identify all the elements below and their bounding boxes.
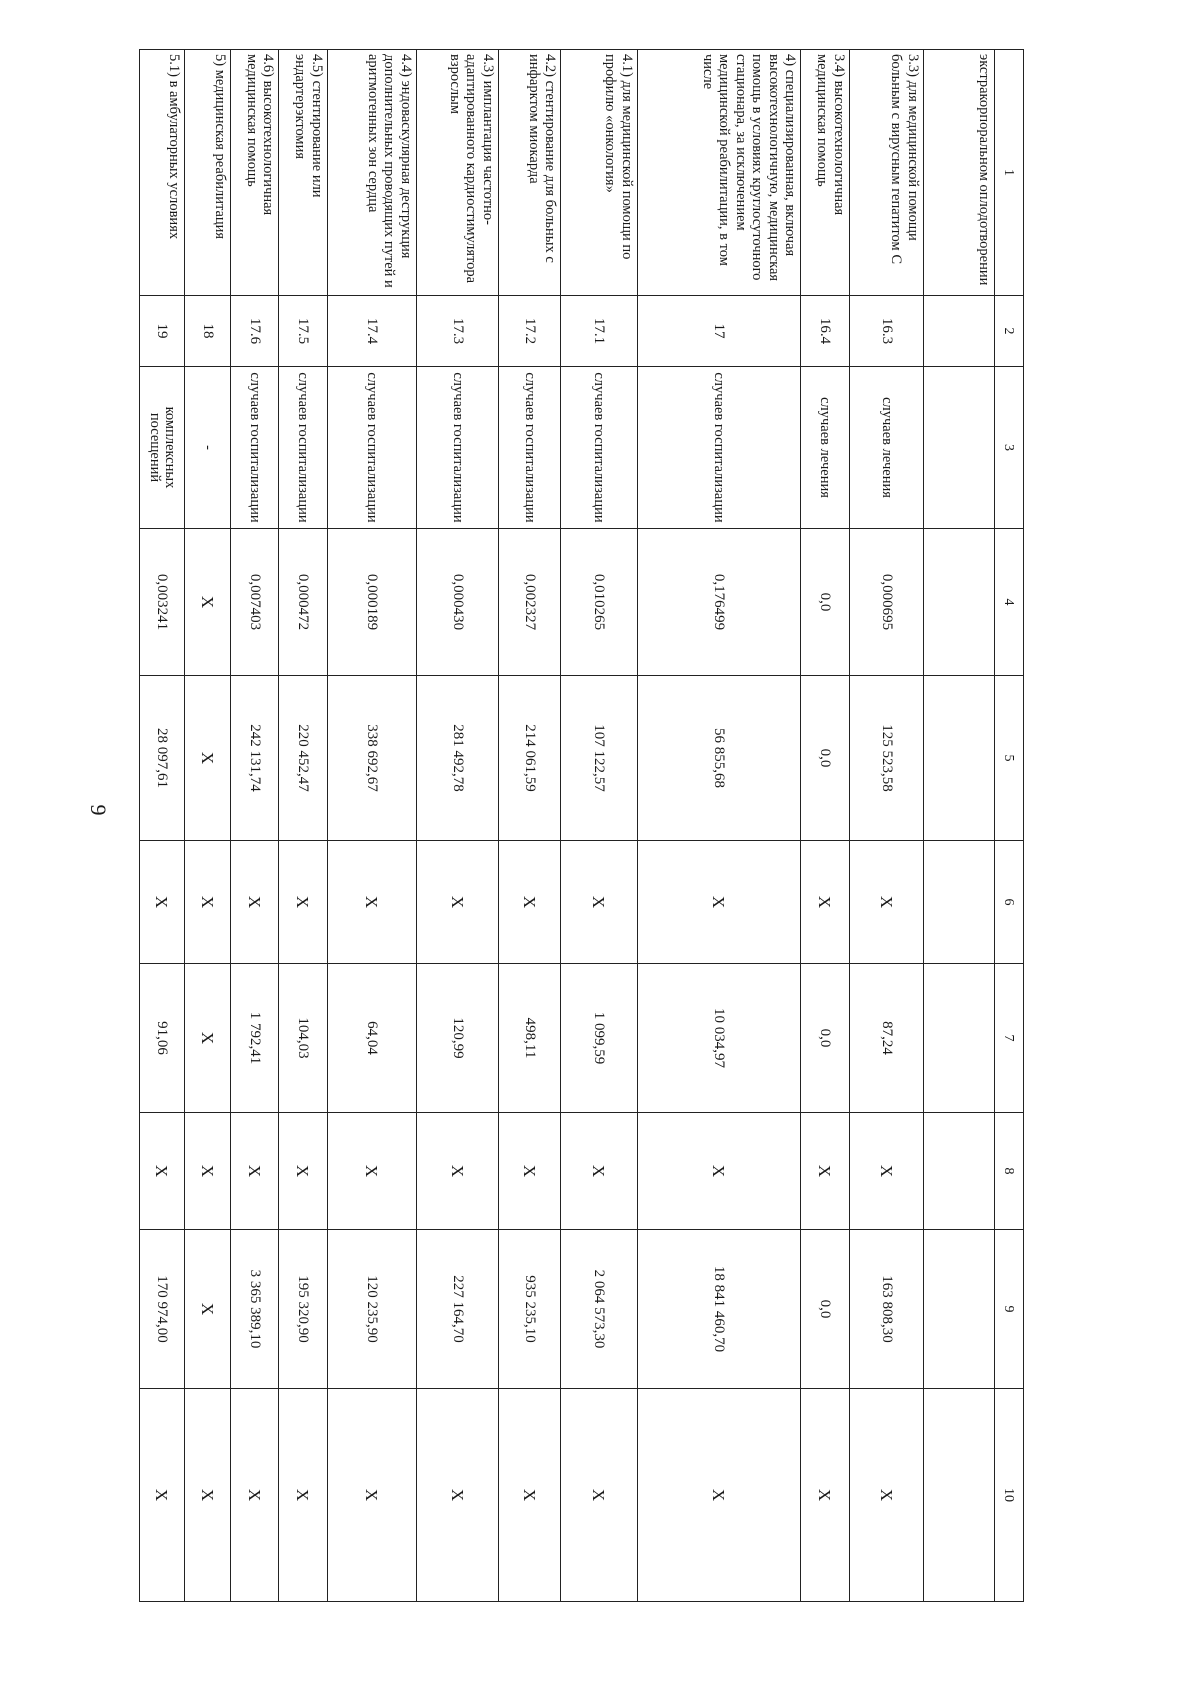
row-number: 17.6: [230, 296, 278, 367]
volume-per-person: 0,176499: [637, 529, 800, 676]
table-row: [327, 50, 416, 1602]
cost-per-unit: [923, 676, 994, 841]
col-10-value: X: [327, 1389, 416, 1602]
unit-of-measure: случаев госпитализации: [561, 367, 638, 529]
col-8-value: X: [498, 1113, 561, 1230]
header-cell-5: 5: [995, 676, 1024, 841]
total-cost: X: [184, 1230, 230, 1389]
per-capita-norm: 120,99: [417, 964, 499, 1113]
col-8-value: X: [849, 1113, 923, 1230]
unit-of-measure: случаев госпитализации: [417, 367, 499, 529]
table-row: [849, 50, 923, 1602]
volume-per-person: 0,002327: [498, 529, 561, 676]
volume-per-person: [923, 529, 994, 676]
table-row: [498, 50, 561, 1602]
col-10-value: X: [417, 1389, 499, 1602]
header-cell-2: 2: [995, 296, 1024, 367]
table-body: [140, 50, 995, 1602]
unit-of-measure: случаев госпитализации: [498, 367, 561, 529]
col-8-value: X: [230, 1113, 278, 1230]
table-row: [279, 50, 327, 1602]
col-10-value: X: [849, 1389, 923, 1602]
cost-per-unit: 220 452,47: [279, 676, 327, 841]
cost-per-unit: 0,0: [801, 676, 849, 841]
total-cost: 2 064 573,30: [561, 1230, 638, 1389]
header-cell-1: 1: [995, 50, 1024, 296]
col-10-value: X: [184, 1389, 230, 1602]
per-capita-norm: 0,0: [801, 964, 849, 1113]
per-capita-norm: 10 034,97: [637, 964, 800, 1113]
total-cost: 18 841 460,70: [637, 1230, 800, 1389]
rotated-table-wrapper: [139, 49, 1024, 1601]
col-6-value: X: [417, 841, 499, 964]
unit-of-measure: случаев госпитализации: [327, 367, 416, 529]
volume-per-person: 0,000189: [327, 529, 416, 676]
unit-of-measure: случаев госпитализации: [279, 367, 327, 529]
col-6-value: X: [327, 841, 416, 964]
col-6-value: X: [230, 841, 278, 964]
col-6-value: X: [140, 841, 185, 964]
total-cost: 195 320,90: [279, 1230, 327, 1389]
row-number: 16.4: [801, 296, 849, 367]
cost-per-unit: 125 523,58: [849, 676, 923, 841]
table-row: [140, 50, 185, 1602]
table-row: [561, 50, 638, 1602]
total-cost: 170 974,00: [140, 1230, 185, 1389]
row-name: 5.1) в амбулаторных условиях: [140, 50, 185, 296]
total-cost: 0,0: [801, 1230, 849, 1389]
page-number: 9: [86, 804, 111, 816]
per-capita-norm: 1 792,41: [230, 964, 278, 1113]
row-name: экстракорпоральном оплодотворении: [923, 50, 994, 296]
volume-per-person: 0,003241: [140, 529, 185, 676]
col-6-value: [923, 841, 994, 964]
col-8-value: X: [140, 1113, 185, 1230]
table-row: [923, 50, 994, 1602]
cost-per-unit: 28 097,61: [140, 676, 185, 841]
volume-per-person: 0,000430: [417, 529, 499, 676]
header-cell-3: 3: [995, 367, 1024, 529]
header-row: [995, 50, 1024, 1602]
row-number: 17.4: [327, 296, 416, 367]
unit-of-measure: случаев лечения: [849, 367, 923, 529]
volume-per-person: 0,000695: [849, 529, 923, 676]
row-name: 4.6) высокотехнологичная медицинская помощь: [230, 50, 278, 296]
total-cost: 120 235,90: [327, 1230, 416, 1389]
row-name: 3.3) для медицинской помощи больным с вирусным гепатитом С: [849, 50, 923, 296]
row-name: 3.4) высокотехнологичная медицинская помощь: [801, 50, 849, 296]
header-cell-8: 8: [995, 1113, 1024, 1230]
col-10-value: X: [561, 1389, 638, 1602]
row-number: 16.3: [849, 296, 923, 367]
unit-of-measure: случаев госпитализации: [637, 367, 800, 529]
table-row: [184, 50, 230, 1602]
col-6-value: X: [279, 841, 327, 964]
row-name: 4.3) имплантация частотно-адаптированного кардиостимулятора взрослым: [417, 50, 499, 296]
per-capita-norm: [923, 964, 994, 1113]
row-name: 5) медицинская реабилитация: [184, 50, 230, 296]
row-name: 4.4) эндоваскулярная деструкция дополнительных проводящих путей и аритмогенных зон сердца: [327, 50, 416, 296]
volume-per-person: 0,000472: [279, 529, 327, 676]
total-cost: [923, 1230, 994, 1389]
col-8-value: X: [417, 1113, 499, 1230]
col-6-value: X: [498, 841, 561, 964]
row-number: 17.1: [561, 296, 638, 367]
per-capita-norm: 87,24: [849, 964, 923, 1113]
header-cell-7: 7: [995, 964, 1024, 1113]
col-10-value: X: [140, 1389, 185, 1602]
col-8-value: X: [637, 1113, 800, 1230]
col-6-value: X: [184, 841, 230, 964]
col-8-value: X: [561, 1113, 638, 1230]
table-row: [637, 50, 800, 1602]
cost-per-unit: X: [184, 676, 230, 841]
row-number: [923, 296, 994, 367]
col-10-value: X: [230, 1389, 278, 1602]
total-cost: 935 235,10: [498, 1230, 561, 1389]
header-cell-9: 9: [995, 1230, 1024, 1389]
row-name: 4) специализированная, включая высокотехнологичную, медицинская помощь в условиях круглосуточного стационара, за исключением медицинской реабилитации, в том числе: [637, 50, 800, 296]
col-6-value: X: [849, 841, 923, 964]
per-capita-norm: X: [184, 964, 230, 1113]
total-cost: 3 365 389,10: [230, 1230, 278, 1389]
unit-of-measure: комплексных посещений: [140, 367, 185, 529]
per-capita-norm: 498,11: [498, 964, 561, 1113]
total-cost: 227 164,70: [417, 1230, 499, 1389]
cost-per-unit: 107 122,57: [561, 676, 638, 841]
col-10-value: X: [498, 1389, 561, 1602]
col-8-value: X: [279, 1113, 327, 1230]
cost-per-unit: 281 492,78: [417, 676, 499, 841]
tariff-table: [139, 49, 1024, 1602]
table-row: [230, 50, 278, 1602]
row-number: 17.2: [498, 296, 561, 367]
header-cell-6: 6: [995, 841, 1024, 964]
col-10-value: X: [637, 1389, 800, 1602]
row-name: 4.2) стентирование для больных с инфарктом миокарда: [498, 50, 561, 296]
volume-per-person: 0,0: [801, 529, 849, 676]
col-8-value: X: [327, 1113, 416, 1230]
col-8-value: [923, 1113, 994, 1230]
col-6-value: X: [801, 841, 849, 964]
cost-per-unit: 56 855,68: [637, 676, 800, 841]
col-8-value: X: [184, 1113, 230, 1230]
per-capita-norm: 104,03: [279, 964, 327, 1113]
row-number: 17.5: [279, 296, 327, 367]
col-6-value: X: [561, 841, 638, 964]
row-number: 17.3: [417, 296, 499, 367]
header-cell-4: 4: [995, 529, 1024, 676]
col-8-value: X: [801, 1113, 849, 1230]
volume-per-person: 0,010265: [561, 529, 638, 676]
unit-of-measure: случаев госпитализации: [230, 367, 278, 529]
row-number: 19: [140, 296, 185, 367]
volume-per-person: 0,007403: [230, 529, 278, 676]
per-capita-norm: 91,06: [140, 964, 185, 1113]
cost-per-unit: 214 061,59: [498, 676, 561, 841]
per-capita-norm: 64,04: [327, 964, 416, 1113]
col-10-value: X: [801, 1389, 849, 1602]
total-cost: 163 808,30: [849, 1230, 923, 1389]
col-6-value: X: [637, 841, 800, 964]
cost-per-unit: 242 131,74: [230, 676, 278, 841]
table-row: [417, 50, 499, 1602]
col-10-value: X: [279, 1389, 327, 1602]
per-capita-norm: 1 099,59: [561, 964, 638, 1113]
row-number: 18: [184, 296, 230, 367]
volume-per-person: X: [184, 529, 230, 676]
cost-per-unit: 338 692,67: [327, 676, 416, 841]
row-number: 17: [637, 296, 800, 367]
unit-of-measure: случаев лечения: [801, 367, 849, 529]
header-cell-10: 10: [995, 1389, 1024, 1602]
row-name: 4.5) стентирование или эндартерэктомия: [279, 50, 327, 296]
unit-of-measure: -: [184, 367, 230, 529]
row-name: 4.1) для медицинской помощи по профилю «онкология»: [561, 50, 638, 296]
col-10-value: [923, 1389, 994, 1602]
table-row: [801, 50, 849, 1602]
unit-of-measure: [923, 367, 994, 529]
